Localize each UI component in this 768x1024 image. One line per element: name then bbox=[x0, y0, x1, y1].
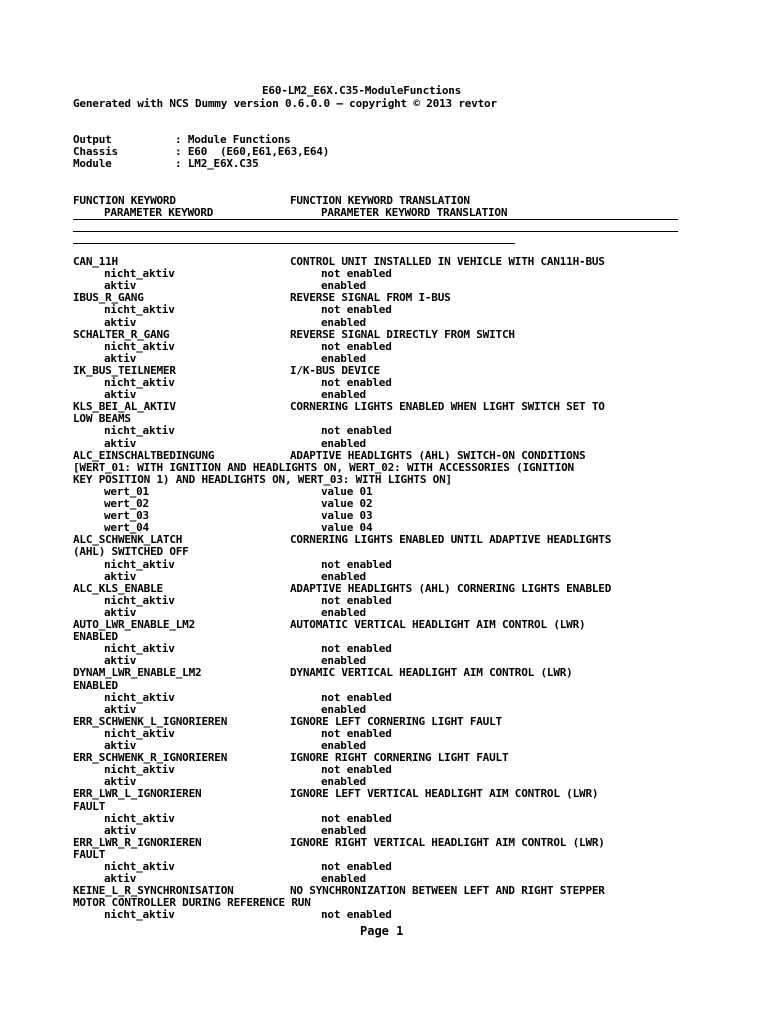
parameter-translation: not enabled bbox=[321, 376, 392, 389]
parameter-keyword: wert_01 bbox=[104, 484, 149, 498]
parameter-translation: enabled bbox=[321, 823, 366, 837]
parameter-translation: enabled bbox=[321, 315, 366, 329]
doc-title: E60-LM2_E6X.C35-ModuleFunctions bbox=[262, 84, 462, 97]
description-continuation: LOW BEAMS bbox=[73, 412, 131, 426]
description-continuation: (AHL) SWITCHED OFF bbox=[73, 545, 189, 559]
parameter-keyword: aktiv bbox=[104, 654, 137, 668]
parameter-translation: not enabled bbox=[321, 303, 392, 317]
description-continuation: KEY POSITION 1) AND HEADLIGHTS ON, WERT_03: WITH LIGHTS ON] bbox=[73, 472, 452, 486]
function-translation: NO SYNCHRONIZATION BETWEEN LEFT AND RIGHT STEPPER bbox=[290, 884, 605, 898]
function-translation: CORNERING LIGHTS ENABLED UNTIL ADAPTIVE HEADLIGHTS bbox=[290, 533, 612, 547]
parameter-keyword: aktiv bbox=[104, 823, 137, 837]
function-keyword: ERR_SCHWENK_L_IGNORIEREN bbox=[73, 714, 228, 728]
description-continuation: ENABLED bbox=[73, 678, 118, 692]
function-keyword: AUTO_LWR_ENABLE_LM2 bbox=[73, 618, 196, 631]
parameter-translation: enabled bbox=[321, 654, 366, 668]
parameter-keyword: nicht_aktiv bbox=[104, 557, 175, 571]
function-keyword: ERR_SCHWENK_R_IGNORIEREN bbox=[73, 751, 228, 765]
function-keyword: SCHALTER_R_GANG bbox=[73, 327, 170, 341]
function-keyword: IBUS_R_GANG bbox=[73, 291, 144, 305]
parameter-keyword: aktiv bbox=[104, 605, 137, 619]
parameter-keyword: nicht_aktiv bbox=[104, 424, 175, 438]
function-translation: ADAPTIVE HEADLIGHTS (AHL) CORNERING LIGHTS ENABLED bbox=[290, 581, 612, 595]
function-keyword: ERR_LWR_L_IGNORIEREN bbox=[73, 787, 202, 801]
parameter-keyword: aktiv bbox=[104, 775, 137, 789]
meta-value: : E60 (E60,E61,E63,E64) bbox=[175, 145, 330, 158]
parameter-translation: enabled bbox=[321, 436, 366, 450]
function-translation-header: FUNCTION KEYWORD TRANSLATION bbox=[290, 194, 470, 207]
parameter-translation: not enabled bbox=[321, 908, 392, 922]
description-continuation: FAULT bbox=[73, 847, 106, 861]
parameter-keyword: aktiv bbox=[104, 569, 137, 583]
parameter-translation: not enabled bbox=[321, 642, 392, 656]
parameter-translation: value 04 bbox=[321, 521, 373, 535]
parameter-translation: not enabled bbox=[321, 690, 392, 704]
parameter-keyword: aktiv bbox=[104, 739, 137, 752]
function-keyword: ALC_KLS_ENABLE bbox=[73, 581, 163, 595]
parameter-keyword: aktiv bbox=[104, 436, 137, 450]
function-translation: AUTOMATIC VERTICAL HEADLIGHT AIM CONTROL (LWR) bbox=[290, 618, 586, 631]
meta-value: : Module Functions bbox=[175, 133, 291, 146]
function-translation: CONTROL UNIT INSTALLED IN VEHICLE WITH CAN11H-BUS bbox=[290, 255, 605, 268]
header-rule bbox=[73, 243, 515, 244]
header-rule bbox=[73, 231, 678, 232]
parameter-keyword: nicht_aktiv bbox=[104, 339, 175, 353]
function-keyword: KLS_BEI_AL_AKTIV bbox=[73, 400, 176, 414]
description-continuation: FAULT bbox=[73, 799, 106, 813]
function-keyword: ERR_LWR_R_IGNORIEREN bbox=[73, 835, 202, 849]
meta-label: Chassis bbox=[73, 145, 118, 158]
parameter-keyword: aktiv bbox=[104, 315, 137, 329]
parameter-translation: enabled bbox=[321, 569, 366, 583]
function-keyword: DYNAM_LWR_ENABLE_LM2 bbox=[73, 666, 202, 680]
page-number: Page 1 bbox=[360, 924, 404, 938]
parameter-translation: not enabled bbox=[321, 557, 392, 571]
parameter-keyword: aktiv bbox=[104, 388, 137, 402]
function-keyword: CAN_11H bbox=[73, 255, 118, 268]
function-translation: ADAPTIVE HEADLIGHTS (AHL) SWITCH-ON CONDITIONS bbox=[290, 448, 586, 462]
function-translation: IGNORE RIGHT CORNERING LIGHT FAULT bbox=[290, 751, 509, 765]
meta-value: : LM2_E6X.C35 bbox=[175, 157, 259, 170]
parameter-keyword: nicht_aktiv bbox=[104, 908, 175, 922]
parameter-translation: enabled bbox=[321, 279, 366, 293]
parameter-translation: value 01 bbox=[321, 484, 373, 498]
parameter-translation: not enabled bbox=[321, 860, 392, 873]
function-keyword: IK_BUS_TEILNEMER bbox=[73, 363, 176, 377]
parameter-translation: value 02 bbox=[321, 497, 373, 510]
parameter-keyword: aktiv bbox=[104, 702, 137, 716]
column-header-parameter bbox=[0, 206, 508, 219]
generated-line bbox=[0, 97, 497, 110]
function-keyword: ALC_SCHWENK_LATCH bbox=[73, 533, 183, 547]
parameter-keyword: aktiv bbox=[104, 872, 137, 886]
parameter-keyword: wert_02 bbox=[104, 497, 149, 510]
parameter-translation: not enabled bbox=[321, 763, 392, 777]
parameter-translation-header: PARAMETER KEYWORD TRANSLATION bbox=[321, 206, 508, 219]
parameter-translation: enabled bbox=[321, 775, 366, 789]
parameter-keyword: nicht_aktiv bbox=[104, 860, 175, 873]
function-translation: REVERSE SIGNAL DIRECTLY FROM SWITCH bbox=[290, 327, 515, 341]
function-translation: CORNERING LIGHTS ENABLED WHEN LIGHT SWITCH SET TO bbox=[290, 400, 605, 414]
parameter-keyword: nicht_aktiv bbox=[104, 642, 175, 656]
function-translation: IGNORE LEFT CORNERING LIGHT FAULT bbox=[290, 714, 502, 728]
parameter-keyword: nicht_aktiv bbox=[104, 690, 175, 704]
parameter-translation: value 03 bbox=[321, 509, 373, 523]
description-continuation: [WERT_01: WITH IGNITION AND HEADLIGHTS ON, WERT_02: WITH ACCESSORIES (IGNITION bbox=[73, 460, 574, 474]
parameter-translation: enabled bbox=[321, 739, 366, 752]
parameter-translation: enabled bbox=[321, 605, 366, 619]
parameter-translation: not enabled bbox=[321, 726, 392, 740]
parameter-keyword: aktiv bbox=[104, 279, 137, 293]
parameter-translation: not enabled bbox=[321, 811, 392, 825]
function-keyword-header: FUNCTION KEYWORD bbox=[73, 194, 176, 207]
parameter-translation: not enabled bbox=[321, 593, 392, 607]
function-translation: DYNAMIC VERTICAL HEADLIGHT AIM CONTROL (LWR) bbox=[290, 666, 573, 680]
function-translation: REVERSE SIGNAL FROM I-BUS bbox=[290, 291, 451, 305]
description-continuation: ENABLED bbox=[73, 630, 118, 644]
parameter-translation: enabled bbox=[321, 872, 366, 886]
function-translation: IGNORE RIGHT VERTICAL HEADLIGHT AIM CONTROL (LWR) bbox=[290, 835, 605, 849]
generated-by: Generated with NCS Dummy version 0.6.0.0 – copyright © 2013 revtor bbox=[73, 97, 497, 110]
parameter-translation: not enabled bbox=[321, 267, 392, 281]
meta-label: Output bbox=[73, 133, 112, 146]
parameter-translation: not enabled bbox=[321, 424, 392, 438]
function-keyword: ALC_EINSCHALTBEDINGUNG bbox=[73, 448, 215, 462]
function-translation: I/K-BUS DEVICE bbox=[290, 363, 380, 377]
doc-title-line bbox=[0, 84, 462, 97]
parameter-translation: enabled bbox=[321, 351, 366, 365]
parameter-keyword: nicht_aktiv bbox=[104, 303, 175, 317]
parameter-keyword: nicht_aktiv bbox=[104, 593, 175, 607]
parameter-keyword: nicht_aktiv bbox=[104, 811, 175, 825]
meta-label: Module bbox=[73, 157, 112, 170]
parameter-keyword-header: PARAMETER KEYWORD bbox=[104, 206, 214, 219]
header-rule bbox=[73, 219, 678, 220]
meta-module-line bbox=[0, 157, 259, 170]
parameter-keyword: aktiv bbox=[104, 351, 137, 365]
parameter-keyword: wert_03 bbox=[104, 509, 149, 523]
parameter-keyword: nicht_aktiv bbox=[104, 376, 175, 389]
description-continuation: MOTOR CONTROLLER DURING REFERENCE RUN bbox=[73, 896, 311, 910]
parameter-keyword: nicht_aktiv bbox=[104, 267, 175, 281]
parameter-translation: enabled bbox=[321, 388, 366, 402]
parameter-translation: enabled bbox=[321, 702, 366, 716]
function-keyword: KEINE_L_R_SYNCHRONISATION bbox=[73, 884, 234, 898]
function-translation: IGNORE LEFT VERTICAL HEADLIGHT AIM CONTROL (LWR) bbox=[290, 787, 599, 801]
parameter-keyword: nicht_aktiv bbox=[104, 763, 175, 777]
parameter-keyword: wert_04 bbox=[104, 521, 149, 535]
parameter-translation: not enabled bbox=[321, 339, 392, 353]
parameter-keyword: nicht_aktiv bbox=[104, 726, 175, 740]
